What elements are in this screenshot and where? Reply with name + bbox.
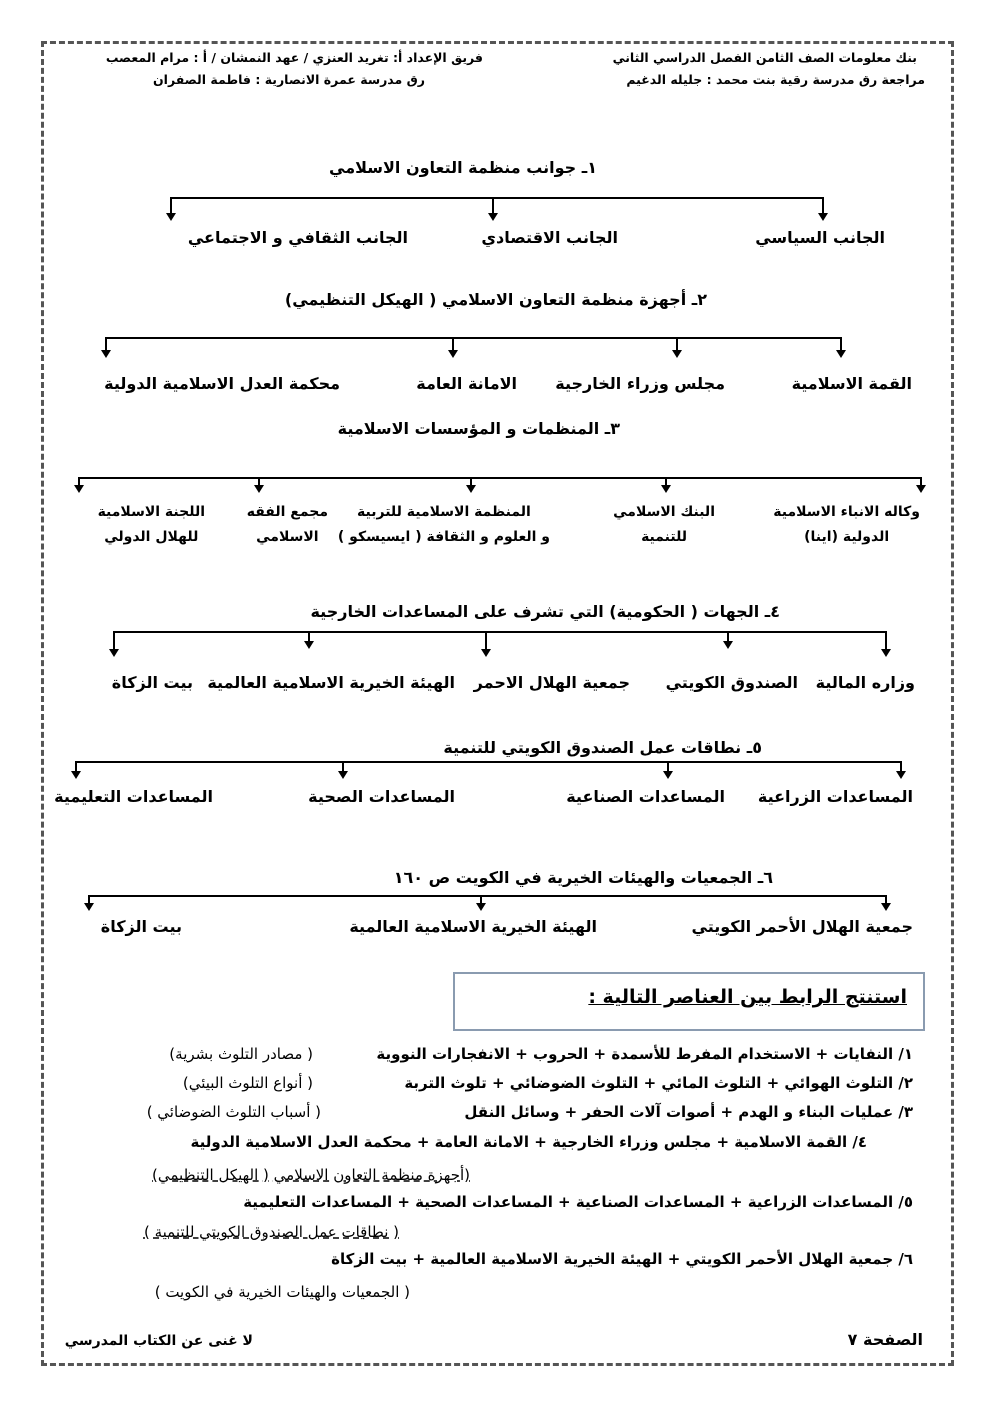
arrow-down-icon (105, 337, 107, 352)
exercise-question: ٣/ عمليات البناء و الهدم + أصوات آلات الحفر + وسائل النقل (464, 1103, 913, 1121)
arrow-down-icon (667, 761, 669, 773)
s2-item: مجلس وزراء الخارجية (555, 374, 725, 393)
section-6-title: ٦ـ الجمعيات والهيئات الخيرية في الكويت ص ١٦٠ (393, 868, 773, 887)
s4-item: الهيئة الخيرية الاسلامية العالمية (207, 673, 455, 692)
s3-item-line: مجمع الفقه (246, 504, 328, 520)
s3-item-line: للهلال الدولي (104, 529, 199, 545)
exercise-answer: ( الجمعيات والهيئات الخيرية في الكويت ) (154, 1283, 410, 1301)
s2-item: محكمة العدل الاسلامية الدولية (104, 374, 340, 393)
arrow-down-icon (452, 337, 454, 352)
tree-line (170, 197, 824, 199)
s5-item: المساعدات الزراعية (757, 787, 913, 806)
section-4-title: ٤ـ الجهات ( الحكومية) التي تشرف على المساعدات الخارجية (310, 602, 780, 621)
header-review-2: رق مدرسة عمرة الانصارية : فاطمة الصفران (153, 72, 425, 87)
exercise-answer: ( أنواع التلوث البيئي) (182, 1074, 313, 1092)
exercise-question: ٤/ القمة الاسلامية + مجلس وزراء الخارجية + الامانة العامة + محكمة العدل الاسلامية الدولية (190, 1133, 867, 1151)
exercise-heading: استنتج الرابط بين العناصر التالية : (588, 986, 907, 1008)
exercise-answer: ( أسباب التلوث الضوضائي ) (146, 1103, 321, 1121)
s3-item-line: الاسلامي (256, 529, 319, 545)
arrow-down-icon (840, 337, 842, 352)
exercise-answer: ( مصادر التلوث بشرية) (169, 1045, 313, 1063)
arrow-down-icon (342, 761, 344, 773)
s2-item: الامانة العامة (416, 374, 517, 393)
arrow-down-icon (470, 477, 472, 487)
arrow-down-icon (822, 197, 824, 215)
s4-item: بيت الزكاة (111, 673, 193, 692)
arrow-down-icon (258, 477, 260, 487)
arrow-down-icon (900, 761, 902, 773)
exercise-question: ٦/ جمعية الهلال الأحمر الكويتي + الهيئة الخيرية الاسلامية العالمية + بيت الزكاة (331, 1250, 913, 1268)
arrow-down-icon (727, 631, 729, 643)
arrow-down-icon (308, 631, 310, 643)
s3-item-line: البنك الاسلامي (613, 504, 715, 520)
s6-item: الهيئة الخيرية الاسلامية العالمية (349, 917, 597, 936)
s6-item: بيت الزكاة (100, 917, 182, 936)
header-team: فريق الإعداد أ: تغريد العنزي / عهد النمشان / أ : مرام المعصب (105, 50, 483, 65)
tree-line (75, 761, 902, 763)
s3-item (98, 500, 205, 550)
s3-item-line: للتنمية (641, 529, 688, 545)
arrow-down-icon (665, 477, 667, 487)
arrow-down-icon (170, 197, 172, 215)
tree-line (113, 631, 887, 633)
s1-item: الجانب الثقافي و الاجتماعي (187, 228, 408, 247)
s2-item: القمة الاسلامية (791, 374, 912, 393)
tree-line (88, 895, 887, 897)
arrow-down-icon (75, 761, 77, 773)
s3-item (613, 500, 715, 550)
s3-item-line: وكاله الانباء الاسلامية (773, 504, 920, 520)
s3-item (247, 500, 328, 550)
arrow-down-icon (920, 477, 922, 487)
s3-item-line: المنظمة الاسلامية للتربية (357, 504, 531, 520)
arrow-down-icon (480, 895, 482, 905)
s5-item: المساعدات الصحية (308, 787, 455, 806)
section-3-title: ٣ـ المنظمات و المؤسسات الاسلامية (337, 419, 620, 438)
exercise-answer: ( نطاقات عمل الصندوق الكويتي للتنمية ) (143, 1223, 399, 1241)
arrow-down-icon (492, 197, 494, 215)
arrow-down-icon (885, 895, 887, 905)
footer-motto: لا غنى عن الكتاب المدرسي (64, 1333, 253, 1349)
arrow-down-icon (113, 631, 115, 651)
header-title: بنك معلومات الصف الثامن الفصل الدراسي الثاني (612, 50, 917, 65)
s6-item: جمعية الهلال الأحمر الكويتي (691, 917, 913, 936)
s5-item: المساعدات التعليمية (54, 787, 213, 806)
s1-item: الجانب الاقتصادي (481, 228, 618, 247)
s4-item: وزاره المالية (815, 673, 915, 692)
exercise-question: ٢/ التلوث الهوائي + التلوث المائي + التلوث الضوضائي + تلوث التربة (404, 1074, 913, 1092)
s5-item: المساعدات الصناعية (566, 787, 725, 806)
exercise-question: ١/ النفايات + الاستخدام المفرط للأسمدة + الحروب + الانفجارات النووية (376, 1045, 913, 1063)
section-5-title: ٥ـ نطاقات عمل الصندوق الكويتي للتنمية (443, 738, 762, 757)
exercise-answer: (أجهزة منظمة التعاون الاسلامي ( الهيكل التنظيمي) (152, 1166, 470, 1184)
tree-line (105, 337, 842, 339)
page-number: الصفحة ٧ (847, 1330, 923, 1349)
s4-item: الصندوق الكويتي (665, 673, 798, 692)
s4-item: جمعية الهلال الاحمر (473, 673, 630, 692)
arrow-down-icon (78, 477, 80, 487)
tree-line (78, 477, 922, 479)
s3-item-line: و العلوم و الثقافة ( ايسيسكو ) (337, 529, 550, 545)
arrow-down-icon (88, 895, 90, 905)
s3-item (338, 500, 550, 550)
s3-item-line: الدولية (اينا) (804, 529, 890, 545)
arrow-down-icon (885, 631, 887, 651)
header-review: مراجعة رق مدرسة رقية بنت محمد : جليله الدغيم (626, 72, 925, 87)
s3-item-line: اللجنة الاسلامية (97, 504, 205, 520)
s1-item: الجانب السياسي (755, 228, 885, 247)
arrow-down-icon (676, 337, 678, 352)
s3-item (773, 500, 920, 550)
section-1-title: ١ـ جوانب منظمة التعاون الاسلامي (329, 158, 597, 177)
exercise-question: ٥/ المساعدات الزراعية + المساعدات الصناعية + المساعدات الصحية + المساعدات التعليمية (243, 1193, 913, 1211)
section-2-title: ٢ـ أجهزة منظمة التعاون الاسلامي ( الهيكل التنظيمي) (284, 290, 707, 309)
arrow-down-icon (485, 631, 487, 651)
